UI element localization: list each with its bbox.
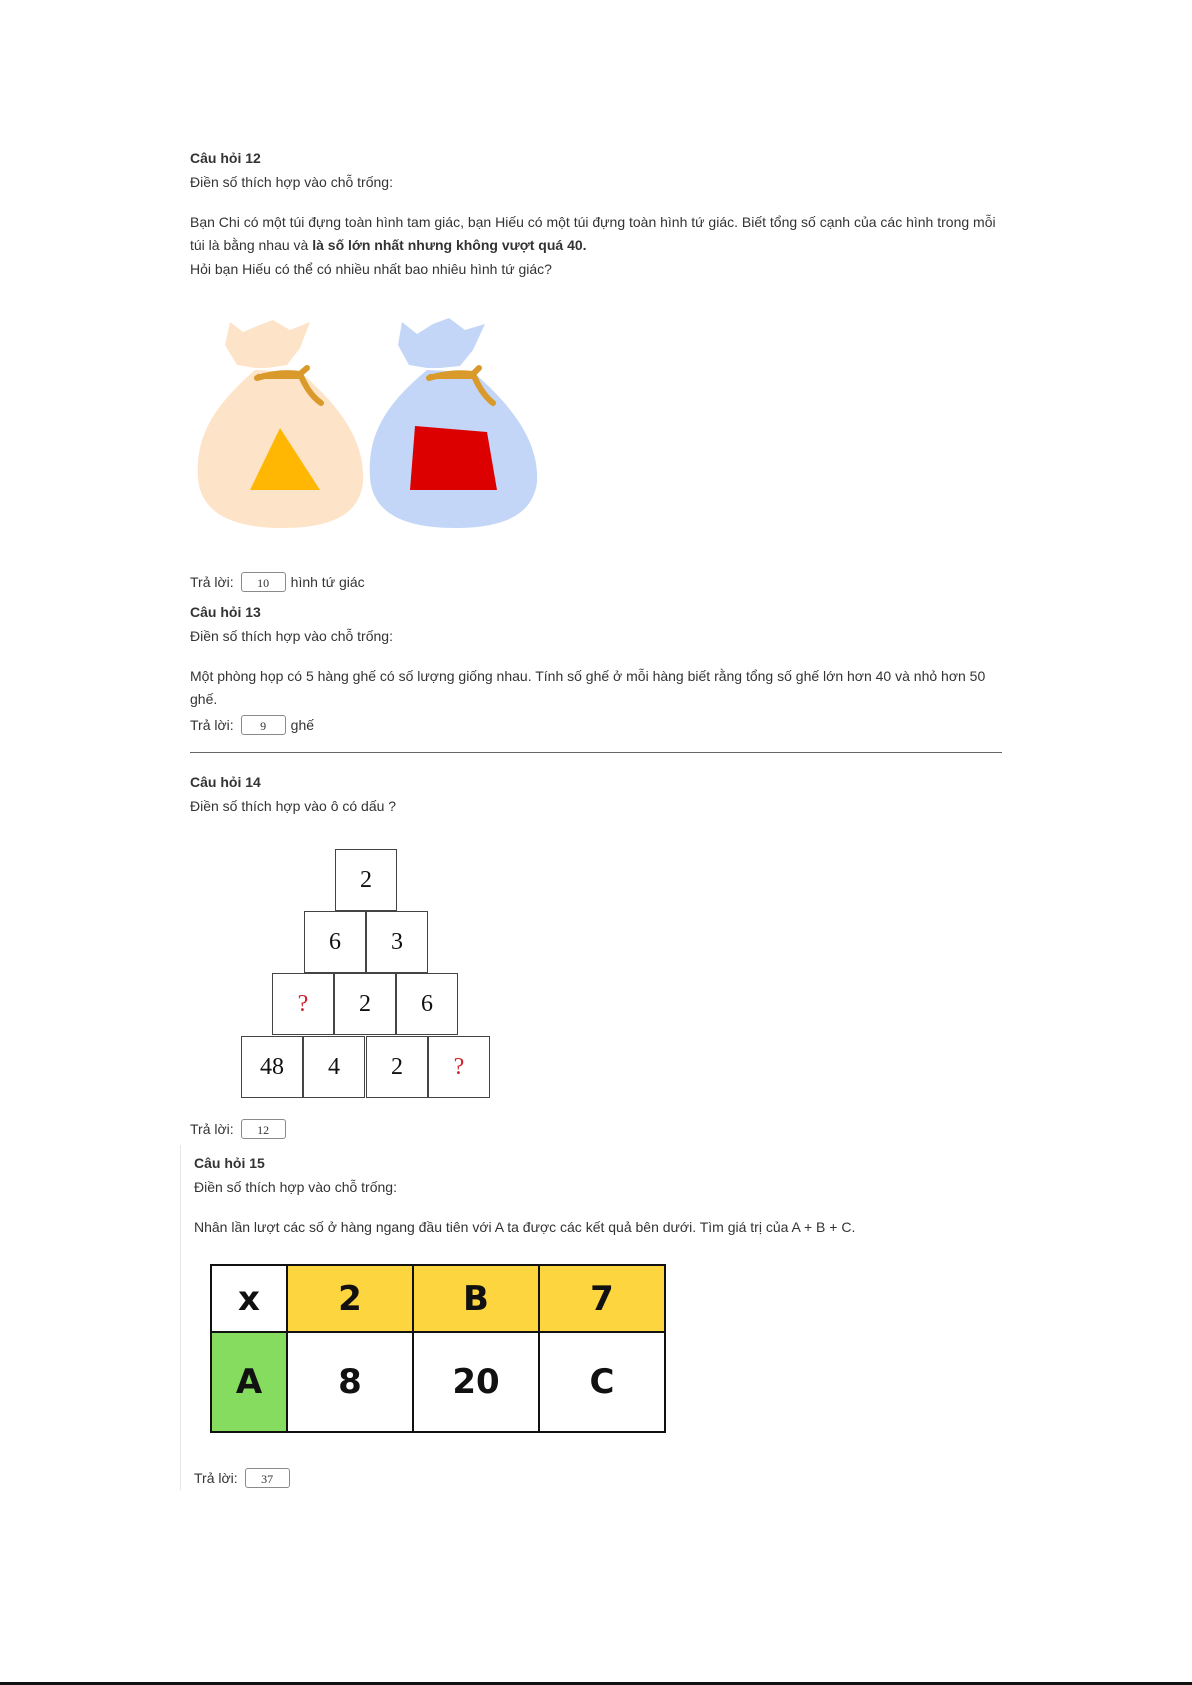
table-header-row xyxy=(211,1265,665,1332)
pyramid-cell: 2 xyxy=(366,1036,428,1098)
pyramid-cell-unknown: ? xyxy=(272,973,334,1035)
bag-right-shape xyxy=(398,318,485,368)
q13-answer-input[interactable]: 9 xyxy=(241,715,286,735)
pyramid-cell: 6 xyxy=(396,973,458,1035)
q12-answer-unit: hình tứ giác xyxy=(290,574,365,590)
q12-bags-illustration xyxy=(195,310,555,535)
table-header-cell: 7 xyxy=(539,1265,665,1332)
pyramid-cell: 2 xyxy=(335,849,397,911)
q12-problem xyxy=(190,211,1000,257)
q12-answer-label: Trả lời: xyxy=(190,574,234,590)
section-divider xyxy=(190,752,1002,753)
table-cell: C xyxy=(539,1332,665,1432)
table-header-cell: 2 xyxy=(287,1265,413,1332)
q15-answer-line xyxy=(194,1468,295,1488)
table-header-cell: B xyxy=(413,1265,539,1332)
table-corner-cell: x xyxy=(211,1265,287,1332)
q13-instruction: Điền số thích hợp vào chỗ trống: xyxy=(190,628,393,644)
pyramid-cell: 2 xyxy=(334,973,396,1035)
quadrilateral-shape xyxy=(410,426,497,490)
q12-answer-input[interactable]: 10 xyxy=(241,572,286,592)
pyramid-cell: 48 xyxy=(241,1036,303,1098)
q12-question: Hỏi bạn Hiếu có thể có nhiều nhất bao nhiêu hình tứ giác? xyxy=(190,261,552,277)
table-row xyxy=(211,1332,665,1432)
q14-answer-line xyxy=(190,1119,291,1139)
q12-title: Câu hỏi 12 xyxy=(190,150,261,166)
table-cell: 8 xyxy=(287,1332,413,1432)
q15-answer-label: Trả lời: xyxy=(194,1470,238,1486)
q13-answer-unit: ghế xyxy=(290,717,315,733)
q13-problem: Một phòng họp có 5 hàng ghế có số lượng giống nhau. Tính số ghế ở mỗi hàng biết rằng tổng số ghế lớn hơn 40 và nhỏ hơn 50 ghế. xyxy=(190,668,986,707)
table-cell: 20 xyxy=(413,1332,539,1432)
q15-title: Câu hỏi 15 xyxy=(194,1155,265,1171)
q12-problem-bold: là số lớn nhất nhưng không vượt quá 40. xyxy=(312,237,587,253)
q14-instruction: Điền số thích hợp vào ô có dấu ? xyxy=(190,798,397,814)
q14-answer-input[interactable]: 12 xyxy=(241,1119,286,1139)
q13-answer-label: Trả lời: xyxy=(190,717,234,733)
q15-answer-input[interactable]: 37 xyxy=(245,1468,290,1488)
multiplication-table xyxy=(210,1264,666,1433)
q15-problem: Nhân lần lượt các số ở hàng ngang đầu tiên với A ta được các kết quả bên dưới. Tìm giá trị của A + B + C. xyxy=(194,1219,856,1235)
table-row-header-cell: A xyxy=(211,1332,287,1432)
q12-problem-part1: Bạn Chi có một túi đựng toàn hình tam giác, bạn Hiếu có một túi đựng toàn hình tứ giác. Biết tổng số cạnh của các hình trong mỗi túi là bằng nhau và xyxy=(190,214,996,253)
q15-left-border xyxy=(180,1145,181,1490)
q12-answer-line xyxy=(190,572,365,592)
bag-left-shape xyxy=(225,320,310,368)
q13-title: Câu hỏi 13 xyxy=(190,604,261,620)
pyramid-cell: 6 xyxy=(304,911,366,973)
q14-answer-label: Trả lời: xyxy=(190,1121,234,1137)
pyramid-cell: 4 xyxy=(303,1036,365,1098)
q13-answer-line xyxy=(190,715,314,735)
pyramid-cell-unknown: ? xyxy=(428,1036,490,1098)
q15-instruction: Điền số thích hợp vào chỗ trống: xyxy=(194,1179,397,1195)
q12-instruction: Điền số thích hợp vào chỗ trống: xyxy=(190,174,393,190)
pyramid-cell: 3 xyxy=(366,911,428,973)
q14-title: Câu hỏi 14 xyxy=(190,774,261,790)
